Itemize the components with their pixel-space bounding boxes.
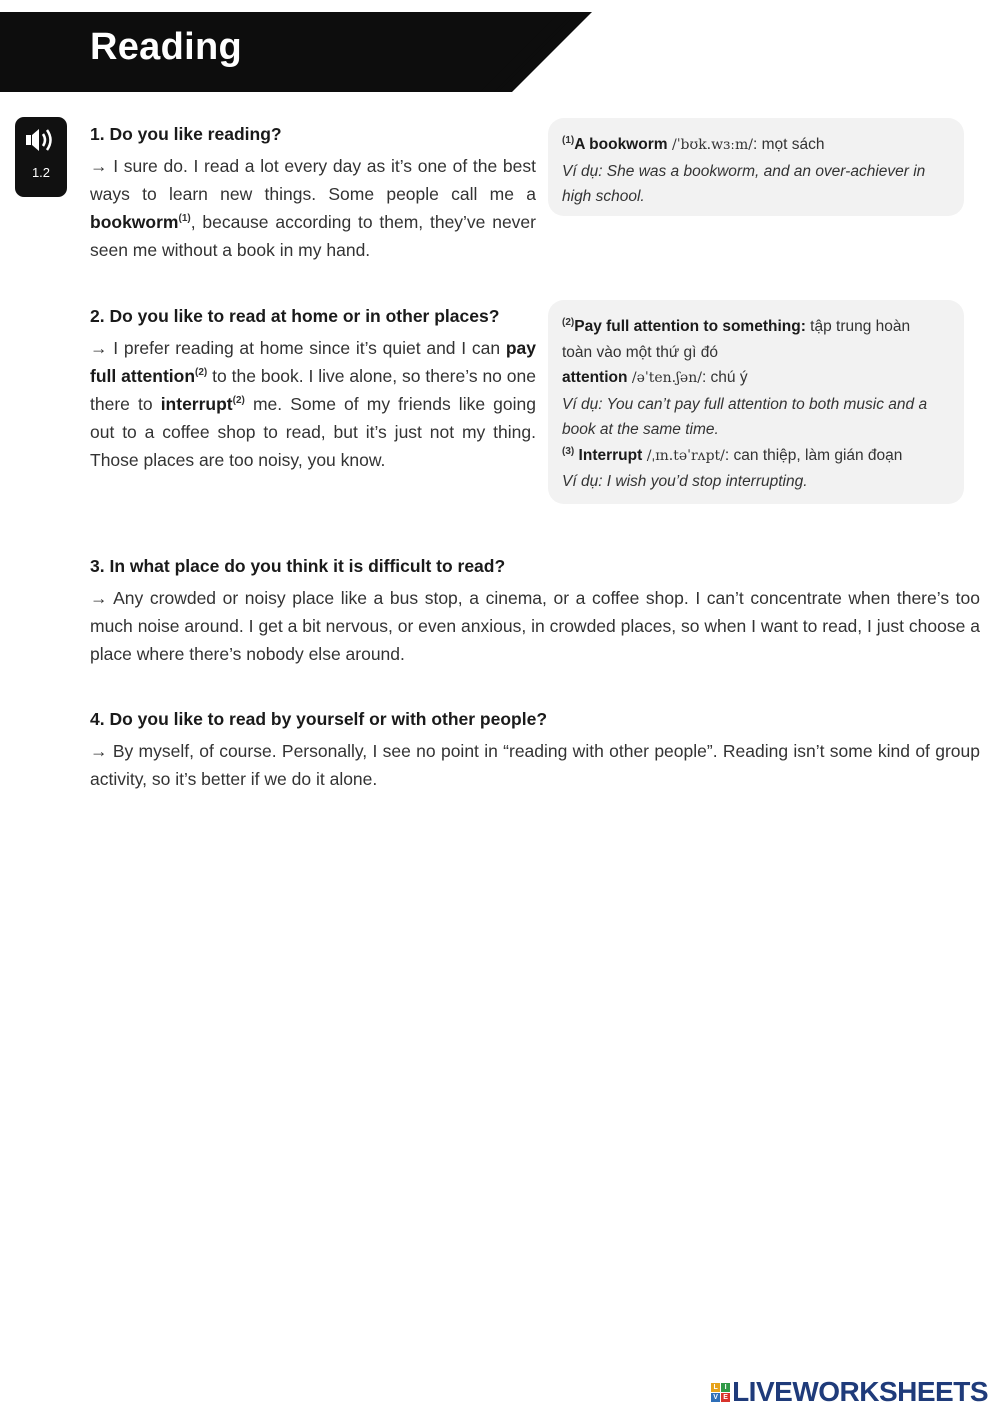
footnote-ref-1: (1): [178, 213, 191, 225]
ipa: /ˈbʊk.wɜːm/: [667, 137, 753, 153]
speaker-icon: [25, 127, 57, 153]
answer-3: → Any crowded or noisy place like a bus stop, a cinema, or a coffee shop. I can’t concentrate when there’s too much noise around. I get a bit nervous, or even anxious, in crowded places, so when I want to read, I just choose a place where there’s nobody else around.: [90, 588, 980, 664]
question-3: 3. In what place do you think it is difficult to read?: [90, 556, 506, 576]
vocab-note-2: [548, 300, 964, 504]
ipa: /əˈten.ʃən/: [627, 370, 702, 386]
logo-cell: L: [711, 1383, 720, 1392]
term-interrupt: interrupt: [160, 394, 233, 414]
vocab-entry-bookworm: $^{(1)}$A bookworm /ˈbʊk.wɜːm/: mọt sách: [562, 134, 825, 153]
liveworksheets-logo[interactable]: [711, 1376, 988, 1408]
answer-2: → I prefer reading at home since it’s quiet and I can pay full attention$^{(2)}$ to the book. I live alone, so there’s no one there to interrupt$^{(2)}$ me. Some of my friends like going out to a coffee shop to read, but it’s just not my thing. Those places are too noisy, you know.: [90, 338, 537, 470]
vocab-note-1: [548, 118, 964, 216]
vocab-example: Ví dụ: She was a bookworm, and an over-achiever in high school.: [562, 162, 926, 205]
question-block-4: [90, 705, 980, 793]
vocab-entry-pay-full-attention: $^{(2)}$Pay full attention to something: tập trung hoàn toàn vào một thứ gì đó: [562, 316, 911, 361]
vocab-example: Ví dụ: I wish you’d stop interrupting.: [562, 473, 808, 490]
answer-1: → I sure do. I read a lot every day as it’s one of the best ways to learn new things. Some people call me a bookworm$^{(1)}$, because according to them, they’ve never seen me without a book in my hand.: [90, 156, 536, 260]
question-1: 1. Do you like reading?: [90, 124, 282, 144]
question-2: 2. Do you like to read at home or in other places?: [90, 306, 500, 326]
page-title: Reading: [90, 26, 243, 68]
vocab-entry-interrupt: $^{(3)}$ Interrupt /ˌɪn.təˈrʌpt/: can thiệp, làm gián đoạn: [562, 445, 903, 464]
logo-text: LIVEWORKSHEETS: [732, 1376, 988, 1407]
term-bookworm: bookworm: [90, 212, 179, 232]
vocab-example: Ví dụ: You can’t pay full attention to both music and a book at the same time.: [562, 395, 928, 438]
question-block-2: [90, 302, 536, 474]
logo-mark-icon: [711, 1383, 730, 1402]
footnote-ref-2: (2): [195, 367, 208, 379]
audio-track-number: 1.2: [31, 165, 51, 180]
footnote-ref-3: (2): [232, 395, 245, 407]
vocab-entry-attention: attention /əˈten.ʃən/: chú ý: [562, 369, 748, 386]
ipa: /ˌɪn.təˈrʌpt/: [642, 447, 725, 464]
logo-cell: I: [721, 1383, 730, 1392]
question-block-3: [90, 552, 980, 668]
answer-4: → By myself, of course. Personally, I see no point in “reading with other people”. Reading isn’t some kind of group activity, so it’s better if we do it alone.: [90, 741, 980, 789]
logo-cell: E: [721, 1393, 730, 1402]
question-4: 4. Do you like to read by yourself or with other people?: [90, 709, 548, 729]
question-block-1: [90, 120, 536, 264]
term-pay-full-attention: pay full attention: [90, 338, 536, 386]
logo-cell: V: [711, 1393, 720, 1402]
audio-track-button[interactable]: [15, 117, 67, 197]
